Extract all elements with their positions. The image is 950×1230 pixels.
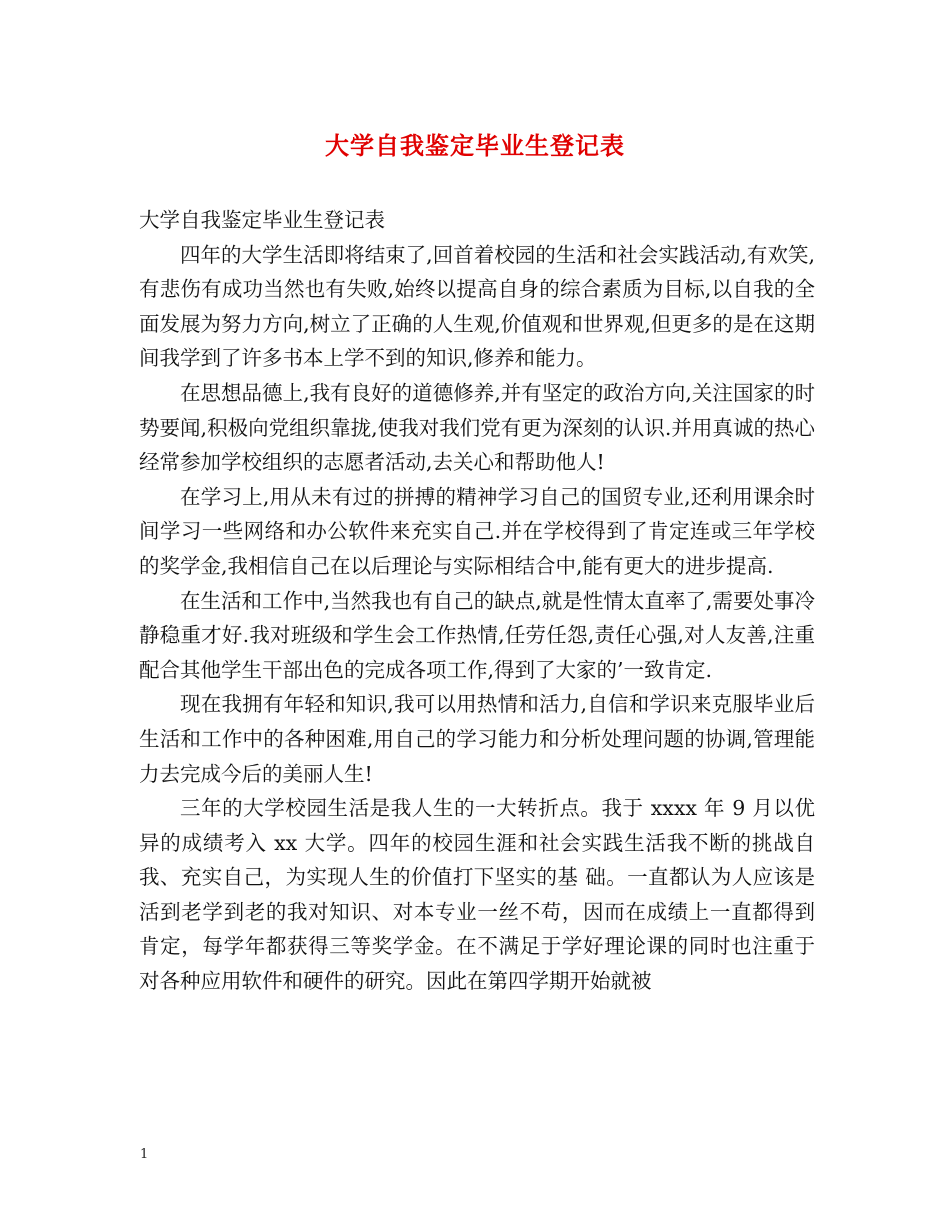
paragraph-5: 现在我拥有年轻和知识,我可以用热情和活力,自信和学识来克服毕业后生活和工作中的各种困难,用自己的学习能力和分析处理问题的协调,管理能力去完成今后的美丽人生! [139,692,815,786]
document-body [139,203,815,999]
document-title: 大学自我鉴定毕业生登记表 [325,131,625,160]
paragraph-3: 在学习上,用从未有过的拼搏的精神学习自己的国贸专业,还利用课余时间学习一些网络和办公软件来充实自己.并在学校得到了肯定连或三年学校的奖学金,我相信自己在以后理论与实际相结合中,能有更大的进步提高. [139,484,815,578]
paragraph-6: 三年的大学校园生活是我人生的一大转折点。我于 xxxx 年 9 月以优异的成绩考入 xx 大学。四年的校园生涯和社会实践生活我不断的挑战自我、充实自己，为实现人生的价值打下坚实的基 础。一直都认为人应该是活到老学到老的我对知识、对本专业一丝不苟，因而在成绩上一直都得到肯定，每学年都获得三等奖学金。在不满足于学好理论课的同时也注重于对各种应用软件和硬件的研究。因此在第四学期开始就被 [139,796,815,994]
paragraph-4: 在生活和工作中,当然我也有自己的缺点,就是性情太直率了,需要处事冷静稳重才好.我对班级和学生会工作热情,任劳任怨,责任心强,对人友善,注重配合其他学生干部出色的完成各项工作,得到了大家的’一致肯定. [139,588,815,682]
page-number: 1 [140,1147,149,1162]
paragraph-2: 在思想品德上,我有良好的道德修养,并有坚定的政治方向,关注国家的时势要闻,积极向党组织靠拢,使我对我们党有更为深刻的认识.并用真诚的热心经常参加学校组织的志愿者活动,去关心和帮助他人! [139,380,815,475]
paragraph-1: 四年的大学生活即将结束了,回首着校园的生活和社会实践活动,有欢笑,有悲伤有成功当然也有失败,始终以提高自身的综合素质为目标,以自我的全面发展为努力方向,树立了正确的人生观,价值观和世界观,但更多的是在这期间我学到了许多书本上学不到的知识,修养和能力。 [139,242,815,371]
document-subtitle: 大学自我鉴定毕业生登记表 [139,208,385,232]
